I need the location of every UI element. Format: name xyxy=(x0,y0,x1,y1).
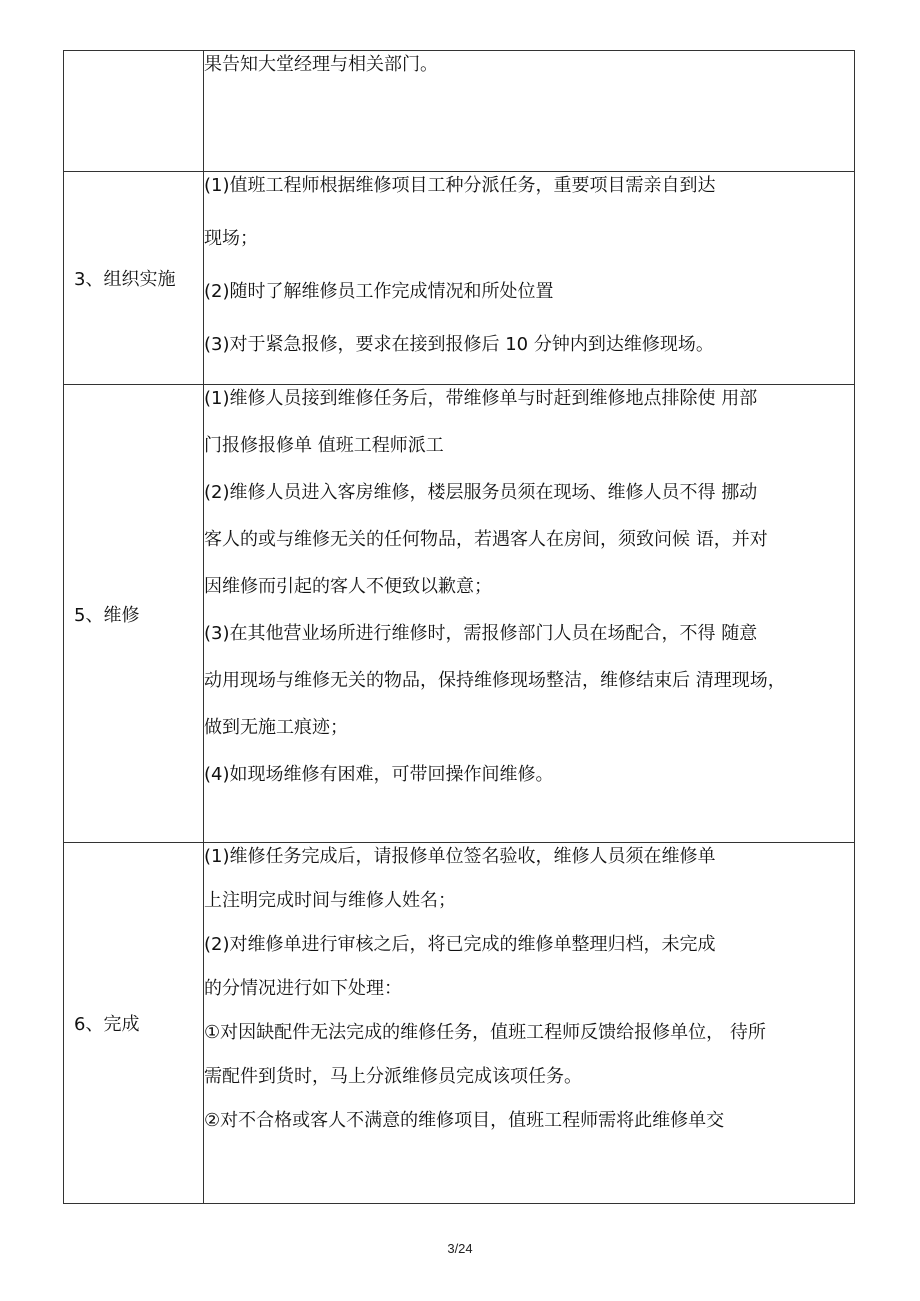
content-line: (2)随时了解维修员工作完成情况和所处位置 xyxy=(204,281,554,302)
step-label-cell xyxy=(64,385,204,843)
content-line: ①对因缺配件无法完成的维修任务，值班工程师反馈给报修单位， 待所 xyxy=(204,1022,766,1043)
content-line: (1)维修人员接到维修任务后，带维修单与时赶到维修地点排除使 用部 xyxy=(204,388,758,409)
content-line: (1)维修任务完成后，请报修单位签名验收，维修人员须在维修单 xyxy=(204,846,716,867)
procedure-table xyxy=(63,50,855,1204)
table-row xyxy=(64,51,855,172)
content-line: ②对不合格或客人不满意的维修项目，值班工程师需将此维修单交 xyxy=(204,1110,725,1131)
content-line: (2)对维修单进行审核之后，将已完成的维修单整理归档，未完成 xyxy=(204,934,716,955)
step-label: 6、完成 xyxy=(74,1014,140,1035)
content-line: 因维修而引起的客人不便致以歉意； xyxy=(204,576,492,597)
content-line: 果告知大堂经理与相关部门。 xyxy=(204,54,438,75)
content-line: (3)在其他营业场所进行维修时，需报修部门人员在场配合，不得 随意 xyxy=(204,623,758,644)
step-label: 3、组织实施 xyxy=(74,269,176,290)
content-line: 的分情况进行如下处理： xyxy=(204,978,402,999)
table-row xyxy=(64,843,855,1204)
table-row xyxy=(64,385,855,843)
content-line: 动用现场与维修无关的物品，保持维修现场整洁，维修结束后 清理现场， xyxy=(204,670,786,691)
step-content-cell xyxy=(204,51,855,172)
content-line: (1)值班工程师根据维修项目工种分派任务，重要项目需亲自到达 xyxy=(204,175,716,196)
step-content-cell xyxy=(204,843,855,1204)
step-label: 5、维修 xyxy=(74,604,140,626)
content-line: (3)对于紧急报修，要求在接到报修后 10 分钟内到达维修现场。 xyxy=(204,334,714,355)
content-line: 做到无施工痕迹； xyxy=(204,717,348,738)
step-content-cell xyxy=(204,172,855,385)
step-label-cell xyxy=(64,51,204,172)
content-line: 现场； xyxy=(204,228,258,249)
step-label-cell xyxy=(64,843,204,1204)
content-line: 门报修报修单 值班工程师派工 xyxy=(204,435,444,456)
step-content-cell xyxy=(204,385,855,843)
content-line: 客人的或与维修无关的任何物品，若遇客人在房间，须致问候 语，并对 xyxy=(204,529,768,550)
content-line: (2)维修人员进入客房维修，楼层服务员须在现场、维修人员不得 挪动 xyxy=(204,482,758,503)
table-row xyxy=(64,172,855,385)
content-line: 上注明完成时间与维修人姓名； xyxy=(204,890,456,911)
page-number: 3/24 xyxy=(447,1241,473,1256)
content-line: 需配件到货时，马上分派维修员完成该项任务。 xyxy=(204,1066,582,1087)
content-line: (4)如现场维修有困难，可带回操作间维修。 xyxy=(204,764,554,785)
step-label-cell xyxy=(64,172,204,385)
